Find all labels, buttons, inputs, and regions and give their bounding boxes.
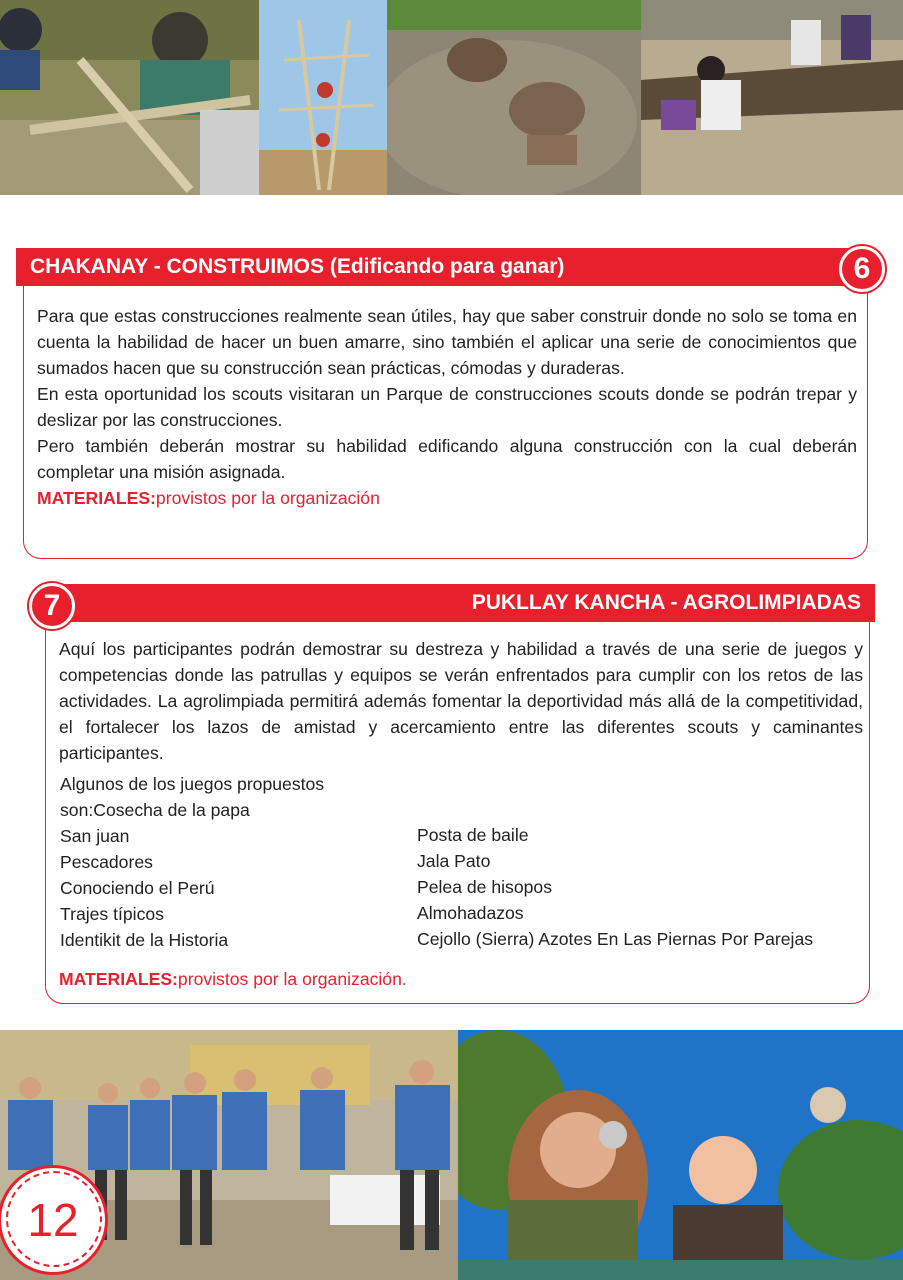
section-7-box xyxy=(45,603,870,1004)
log-climbing-photo xyxy=(641,0,903,195)
section-7-title-band xyxy=(55,584,875,622)
game-item: Almohadazos xyxy=(417,903,524,923)
game-item: Posta de baile xyxy=(417,825,529,845)
section-7-games-left xyxy=(60,771,400,953)
section-6-title-band xyxy=(16,248,860,286)
page-number: 12 xyxy=(27,1194,79,1246)
game-item: Cejollo (Sierra) Azotes En Las Piernas Por Parejas xyxy=(417,929,814,949)
thumbs-up-scouts-photo xyxy=(458,1030,903,1280)
section-6-paragraph-1: Para que estas construcciones realmente sean útiles, hay que saber construir donde no solo se toma en cuenta la habilidad de hacer un buen amarre, sino también el aplicar una serie de conocimientos que sumados hacen que su construcción sean prácticas, cómodas y duraderas. xyxy=(37,306,857,378)
section-7-number-badge xyxy=(29,583,75,629)
page-number-rope-ring xyxy=(6,1171,102,1267)
scouts-knot-tying-photo xyxy=(0,0,259,195)
section-7-games-right xyxy=(417,822,857,952)
game-item: Conociendo el Perú xyxy=(60,878,215,898)
games-intro-line-2: son:Cosecha de la papa xyxy=(60,800,250,820)
section-6-box xyxy=(23,266,868,559)
mud-crawl-photo xyxy=(387,0,641,195)
section-7-materials-text: provistos por la organización. xyxy=(177,969,407,989)
section-7-paragraph: Aquí los participantes podrán demostrar su destreza y habilidad a través de una serie de juegos y competencias donde las patrullas y equipos se verán enfrentados para cumplir con los retos de las actividades. La agrolimpiada permitirá además fomentar la deportividad más allá de la competitividad, el fortalecer los lazos de amistad y acercamiento entre las diferentes scouts y caminantes participantes. xyxy=(59,639,863,763)
section-6-materials-label: MATERIALES: xyxy=(37,488,156,508)
section-6-paragraph-2: En esta oportunidad los scouts visitaran un Parque de construcciones scouts donde se podrán trepar y deslizar por las construcciones. xyxy=(37,384,857,430)
section-6-number: 6 xyxy=(853,252,871,285)
section-6-title: CHAKANAY - CONSTRUIMOS (Edificando para ganar) xyxy=(30,255,565,278)
section-7-materials-label: MATERIALES: xyxy=(59,969,178,989)
game-item: Identikit de la Historia xyxy=(60,930,229,950)
game-item: Jala Pato xyxy=(417,851,491,871)
section-6-materials-text: provistos por la organización xyxy=(155,488,380,508)
game-item: Trajes típicos xyxy=(60,904,164,924)
section-6-materials xyxy=(37,485,857,511)
section-6-paragraph-3: Pero también deberán mostrar su habilidad edificando alguna construcción con la cual deberán completar una misión asignada. xyxy=(37,436,857,482)
games-intro-line-1: Algunos de los juegos propuestos xyxy=(60,774,325,794)
section-7-materials xyxy=(59,966,407,992)
game-item: Pescadores xyxy=(60,852,153,872)
section-6-number-badge xyxy=(839,246,885,292)
section-7-number: 7 xyxy=(43,589,61,622)
game-item: Pelea de hisopos xyxy=(417,877,552,897)
section-7-title: PUKLLAY KANCHA - AGROLIMPIADAS xyxy=(471,591,861,614)
scout-tower-construction-photo xyxy=(259,0,387,195)
game-item: San juan xyxy=(60,826,130,846)
